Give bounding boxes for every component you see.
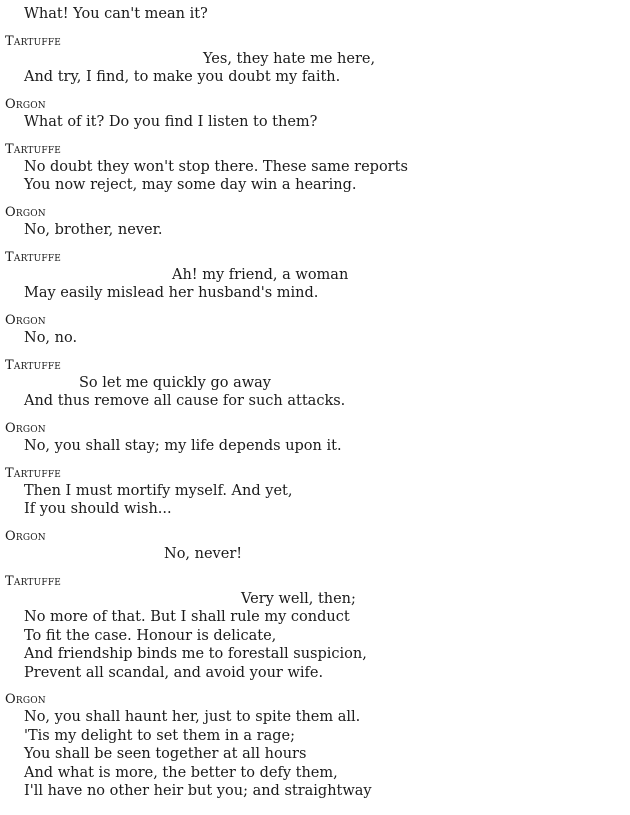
verse-line: What! You can't mean it?: [24, 6, 208, 22]
speaker-name: Orgon: [5, 97, 46, 112]
verse-line: And what is more, the better to defy them,: [24, 765, 338, 781]
speaker-name: Tartuffe: [5, 250, 62, 265]
verse-line: No more of that. But I shall rule my conduct: [24, 609, 350, 625]
verse-line: May easily mislead her husband's mind.: [24, 285, 319, 301]
verse-line: 'Tis my delight to set them in a rage;: [24, 728, 295, 744]
speaker-name: Tartuffe: [5, 34, 62, 49]
speaker-name: Tartuffe: [5, 574, 62, 589]
speaker-name: Tartuffe: [5, 358, 62, 373]
verse-line: Then I must mortify myself. And yet,: [24, 483, 293, 499]
speaker-name: Orgon: [5, 313, 46, 328]
verse-line: You now reject, may some day win a hearing.: [24, 177, 357, 193]
verse-line: No, brother, never.: [24, 222, 163, 238]
verse-line: And friendship binds me to forestall suspicion,: [24, 646, 367, 662]
verse-line: So let me quickly go away: [79, 375, 271, 391]
verse-line: If you should wish...: [24, 501, 172, 517]
speaker-name: Tartuffe: [5, 142, 62, 157]
verse-line: What of it? Do you find I listen to them?: [24, 114, 318, 130]
verse-line: Very well, then;: [241, 591, 356, 607]
speaker-name: Orgon: [5, 529, 46, 544]
verse-line: Prevent all scandal, and avoid your wife.: [24, 665, 324, 681]
verse-line: To fit the case. Honour is delicate,: [24, 628, 277, 644]
verse-line: Ah! my friend, a woman: [172, 267, 349, 283]
speaker-name: Orgon: [5, 205, 46, 220]
verse-line: No, never!: [164, 546, 243, 562]
speaker-name: Tartuffe: [5, 466, 62, 481]
verse-line: And thus remove all cause for such attacks.: [24, 393, 346, 409]
verse-line: You shall be seen together at all hours: [24, 746, 307, 762]
speaker-name: Orgon: [5, 692, 46, 707]
verse-line: And try, I find, to make you doubt my faith.: [24, 69, 341, 85]
speaker-name: Orgon: [5, 421, 46, 436]
verse-line: No, you shall stay; my life depends upon it.: [24, 438, 342, 454]
verse-line: No, you shall haunt her, just to spite them all.: [24, 709, 361, 725]
verse-line: No, no.: [24, 330, 78, 346]
verse-line: No doubt they won't stop there. These same reports: [24, 159, 408, 175]
verse-line: I'll have no other heir but you; and straightway: [24, 783, 372, 799]
verse-line: Yes, they hate me here,: [203, 51, 376, 67]
